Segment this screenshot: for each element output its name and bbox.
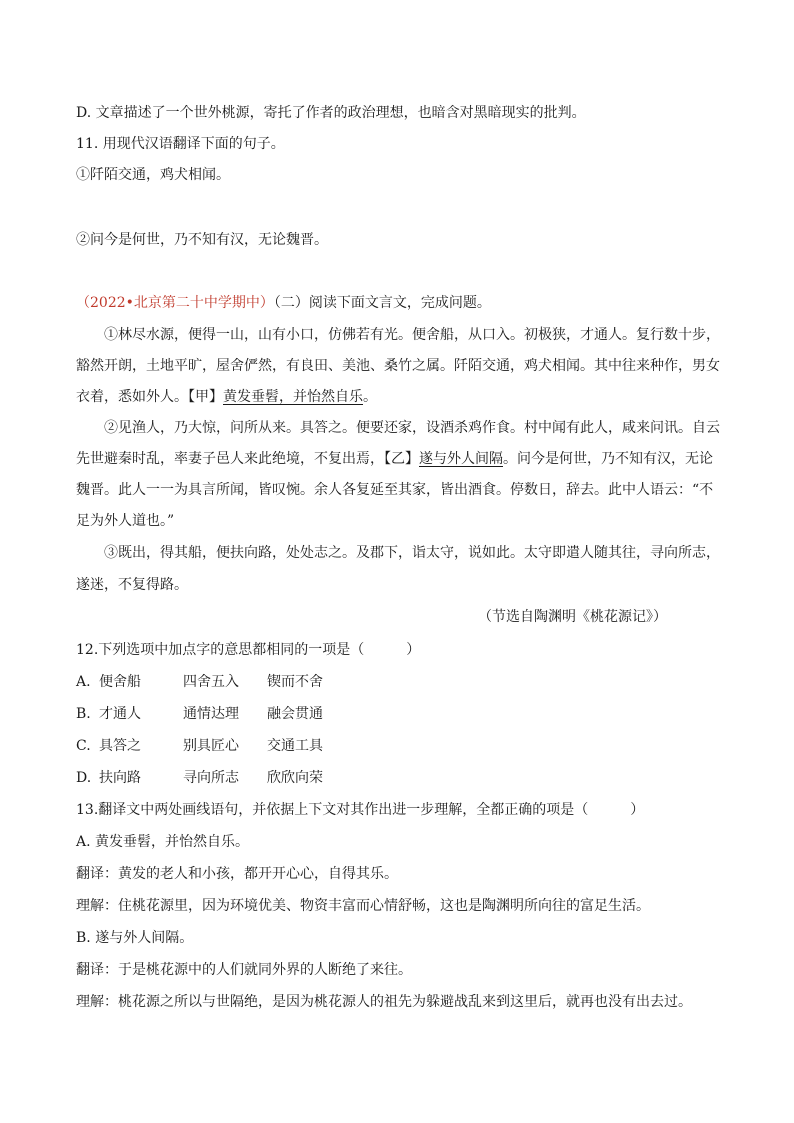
q11-stem: 11. 用现代汉语翻译下面的句子。 <box>76 136 285 152</box>
exam-source-tag: （2022•北京第二十中学期中） <box>76 295 274 311</box>
q12-stem: 12.下列选项中加点字的意思都相同的一项是（ ） <box>76 642 421 658</box>
paragraph-2-line-1: ②见渔人，乃大惊，问所从来。具答之。便要还家，设酒杀鸡作食。村中闻有此人，咸来问讯。自云 <box>104 420 720 436</box>
option-word: 具答之 <box>99 738 141 754</box>
option-word: 寻向所志 <box>183 770 239 786</box>
paragraph-2-line-4: 足为外人道也。” <box>76 513 175 529</box>
paragraph-2-line-3: 魏晋。此人一一为具言所闻，皆叹惋。余人各复延至其家，皆出酒食。停数日，辞去。此中人语云：“不 <box>76 482 714 498</box>
q10-option-d: D. 文章描述了一个世外桃源，寄托了作者的政治理想，也暗含对黑暗现实的批判。 <box>76 105 586 121</box>
option-word: 通情达理 <box>183 706 239 722</box>
text-run: 衣着，悉如外人。【甲】 <box>76 389 223 405</box>
option-word: 别具匠心 <box>183 738 239 754</box>
passage-header <box>76 293 491 313</box>
q13-a-head: A. 黄发垂髫，并怡然自乐。 <box>76 834 250 850</box>
paragraph-1-line-1: ①林尽水源，便得一山，山有小口，仿佛若有光。便舍船，从口入。初极狭，才通人。复行数十步， <box>104 327 720 343</box>
q11-sentence-1: ①阡陌交通，鸡犬相闻。 <box>76 167 230 183</box>
q13-a-understanding: 理解：住桃花源里，因为环境优美、物资丰富而心情舒畅，这也是陶渊明所向往的富足生活。 <box>76 898 650 914</box>
paragraph-1-line-2: 豁然开朗，土地平旷，屋舍俨然，有良田、美池、桑竹之属。阡陌交通，鸡犬相闻。其中往来种作，男女 <box>76 358 720 374</box>
option-word: 便舍船 <box>99 674 141 690</box>
underlined-sentence-jia: 黄发垂髫，并怡然自乐 <box>223 389 363 405</box>
q12-option-c <box>76 736 357 756</box>
underlined-sentence-yi: 遂与外人间隔 <box>419 451 503 467</box>
paragraph-3-line-1: ③既出，得其船，便扶向路，处处志之。及郡下，诣太守，说如此。太守即遣人随其往，寻向所志， <box>104 545 720 561</box>
passage-attribution: （节选自陶渊明《桃花源记》） <box>478 609 667 625</box>
option-word: 锲而不舍 <box>267 674 323 690</box>
q13-b-head: B. 遂与外人间隔。 <box>76 930 194 946</box>
q13-b-understanding: 理解：桃花源之所以与世隔绝，是因为桃花源人的祖先为躲避战乱来到这里后，就再也没有出去过。 <box>76 994 692 1010</box>
option-word: 交通工具 <box>267 738 323 754</box>
paragraph-1-line-3 <box>76 387 377 407</box>
q12-option-a <box>76 672 357 692</box>
q13-b-translation: 翻译：于是桃花源中的人们就同外界的人断绝了来往。 <box>76 962 412 978</box>
option-word: 扶向路 <box>99 770 141 786</box>
option-label: B. <box>76 706 91 722</box>
option-label: D. <box>76 770 92 786</box>
text-run: 。 <box>363 389 377 405</box>
option-label: A. <box>76 674 91 690</box>
q13-stem: 13.翻译文中两处画线语句，并依据上下文对其作出进一步理解，全都正确的项是（ ） <box>76 802 645 818</box>
option-word: 四舍五入 <box>183 674 239 690</box>
text-run: 先世避秦时乱，率妻子邑人来此绝境，不复出焉，【乙】 <box>76 451 419 467</box>
paragraph-2-line-2 <box>76 449 713 469</box>
q12-option-b <box>76 704 357 724</box>
option-label: C. <box>76 738 91 754</box>
passage-intro: （二）阅读下面文言文，完成问题。 <box>273 295 491 311</box>
q12-option-d <box>76 768 357 788</box>
text-run: 。问今是何世，乃不知有汉，无论 <box>503 451 713 467</box>
option-word: 欣欣向荣 <box>267 770 323 786</box>
option-word: 才通人 <box>99 706 141 722</box>
paragraph-3-line-2: 遂迷，不复得路。 <box>76 577 188 593</box>
option-word: 融会贯通 <box>267 706 323 722</box>
q11-sentence-2: ②问今是何世，乃不知有汉，无论魏晋。 <box>76 232 328 248</box>
q13-a-translation: 翻译：黄发的老人和小孩，都开开心心，自得其乐。 <box>76 866 398 882</box>
